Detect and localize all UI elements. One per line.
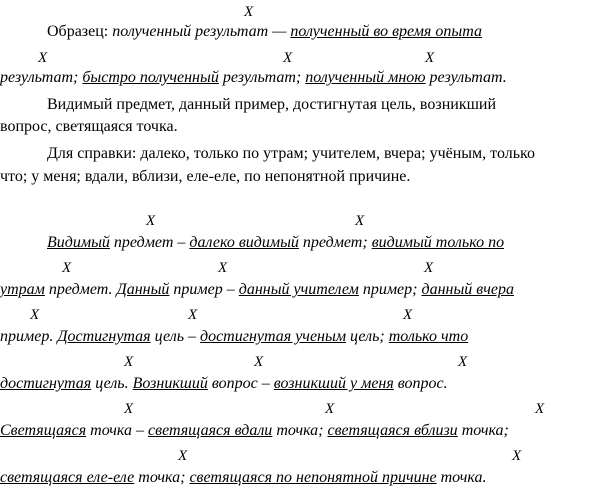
answer-text: Возникший xyxy=(132,375,208,392)
answer-text: точка; xyxy=(461,422,509,439)
answer-text: светящаяся вблизи xyxy=(327,422,458,439)
answer-text: точка; xyxy=(138,469,186,486)
answer-text: данный учителем xyxy=(238,281,359,298)
answer-text: цель. xyxy=(95,375,129,392)
task-line-1: Видимый предмет, данный пример, достигнутая цель, возникший xyxy=(47,96,497,113)
answer-text: предмет; xyxy=(302,234,368,251)
answer-text: далеко видимый xyxy=(189,234,299,251)
answer-text: вопрос – xyxy=(211,375,270,392)
x-mark: X xyxy=(178,448,188,464)
answer-text: данный вчера xyxy=(421,281,514,298)
answer-text: пример. xyxy=(0,328,54,345)
x-mark: X xyxy=(188,307,198,323)
x-mark: X xyxy=(124,401,134,417)
example-text: быстро полученный xyxy=(82,69,219,86)
answer-text: вопрос. xyxy=(397,375,448,392)
example-text: полученный во время опыта xyxy=(290,23,482,40)
answer-line-3 xyxy=(0,327,468,347)
x-mark: X xyxy=(355,213,365,229)
x-mark: X xyxy=(403,307,413,323)
answer-text: Данный xyxy=(116,281,170,298)
answer-text: цель; xyxy=(350,328,385,345)
answer-text: Светящаяся xyxy=(0,422,87,439)
answer-text: светящаяся по непонятной причине xyxy=(189,469,437,486)
answer-text: возникший у меня xyxy=(273,375,394,392)
x-mark: X xyxy=(38,50,48,66)
answer-text: достигнутая xyxy=(0,375,92,392)
x-mark: X xyxy=(146,213,156,229)
answer-text: только что xyxy=(388,328,469,345)
answer-text: Видимый xyxy=(47,234,110,251)
x-mark: X xyxy=(325,401,335,417)
answer-text: цель – xyxy=(154,328,196,345)
reference-line-2: что; у меня; вдали, вблизи, еле-еле, по непонятной причине. xyxy=(0,168,411,185)
answer-line-6 xyxy=(0,468,486,488)
example-text: результат. xyxy=(429,69,507,86)
example-label: Образец: xyxy=(47,23,109,40)
answer-line-4 xyxy=(0,374,448,394)
x-mark: X xyxy=(458,354,468,370)
x-mark: X xyxy=(254,354,264,370)
answer-text: предмет – xyxy=(113,234,186,251)
x-mark: X xyxy=(424,260,434,276)
x-mark: X xyxy=(124,354,134,370)
answer-line-5 xyxy=(0,421,509,441)
x-mark: X xyxy=(425,50,435,66)
x-mark: X xyxy=(535,401,545,417)
reference-line-1: Для справки: далеко, только по утрам; учителем, вчера; учёным, только xyxy=(47,145,535,162)
x-mark: X xyxy=(283,50,293,66)
answer-text: пример; xyxy=(362,281,418,298)
answer-text: светящаяся вдали xyxy=(148,422,273,439)
answer-text: Достигнутая xyxy=(57,328,151,345)
answer-text: светящаяся еле-еле xyxy=(0,469,135,486)
answer-line-2 xyxy=(0,280,514,300)
answer-text: видимый только по xyxy=(371,234,505,251)
answer-text: достигнутая ученым xyxy=(199,328,347,345)
example-line-1 xyxy=(47,22,482,42)
example-text: результат; xyxy=(0,69,79,86)
example-text: полученный мною xyxy=(305,69,426,86)
example-text: полученный результат — xyxy=(112,23,287,40)
x-mark: X xyxy=(244,4,254,20)
example-text: результат; xyxy=(222,69,302,86)
x-mark: X xyxy=(218,260,228,276)
x-mark: X xyxy=(30,307,40,323)
x-mark: X xyxy=(62,260,72,276)
answer-text: предмет. xyxy=(48,281,113,298)
answer-text: утрам xyxy=(0,281,45,298)
answer-text: точка. xyxy=(440,469,487,486)
answer-text: точка; xyxy=(276,422,324,439)
answer-text: пример – xyxy=(173,281,235,298)
x-mark: X xyxy=(512,448,522,464)
answer-line-1 xyxy=(47,233,504,253)
task-line-2: вопрос, светящаяся точка. xyxy=(0,118,178,135)
example-line-2 xyxy=(0,68,507,88)
answer-text: точка – xyxy=(90,422,145,439)
